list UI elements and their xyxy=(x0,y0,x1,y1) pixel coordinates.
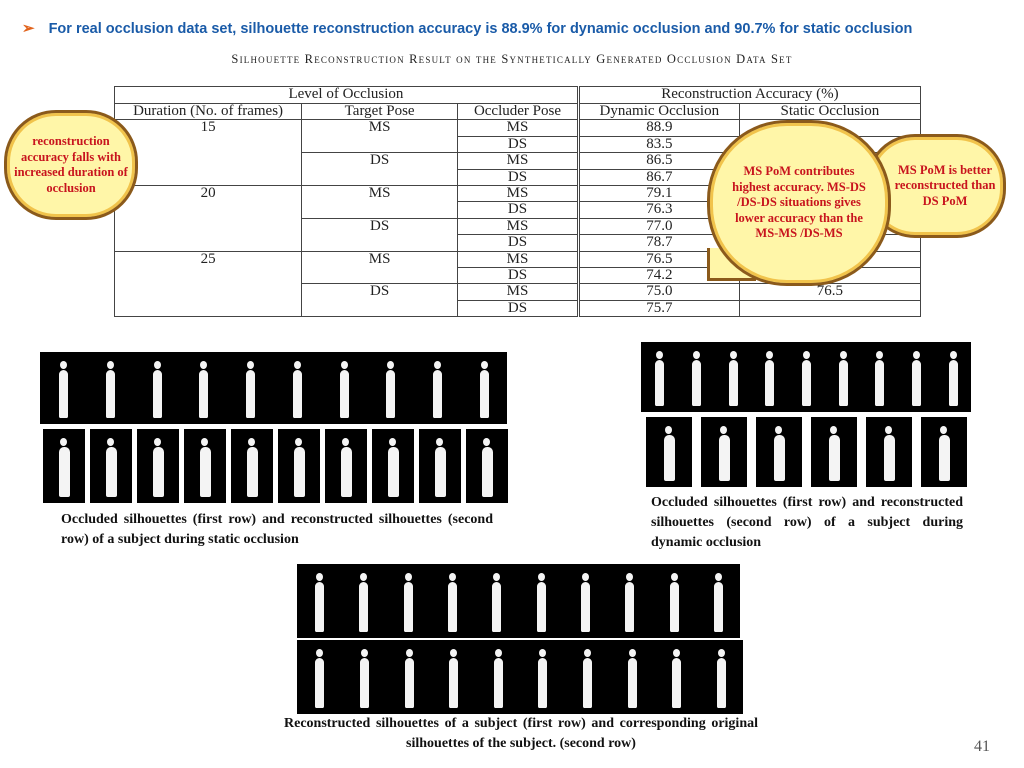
group-header-level: Level of Occlusion xyxy=(115,87,579,104)
silhouette-figure xyxy=(59,370,68,418)
silhouette-frame xyxy=(810,416,858,488)
silhouette-frame xyxy=(418,428,462,504)
cell-occluder-pose: MS xyxy=(458,153,579,169)
silhouette-figure xyxy=(717,658,726,708)
silhouette-figure xyxy=(875,360,884,406)
silhouette-figure xyxy=(912,360,921,406)
cell-dynamic: 86.7 xyxy=(578,169,739,185)
col-header-duration: Duration (No. of frames) xyxy=(115,104,302,120)
silhouette-figure xyxy=(106,370,115,418)
silhouette-frame xyxy=(324,428,368,504)
cell-occluder-pose: DS xyxy=(458,169,579,185)
cell-target-pose: DS xyxy=(302,153,458,186)
silhouette-figure xyxy=(315,582,324,632)
silhouette-figure xyxy=(435,447,446,497)
silhouette-figure xyxy=(672,658,681,708)
headline xyxy=(22,19,912,37)
dynamic-occluded-strip xyxy=(641,342,971,412)
silhouette-frame xyxy=(865,416,913,488)
headline-text: For real occlusion data set, silhouette reconstruction accuracy is 88.9% for dynamic occlusion and 90.7% for static occlusion xyxy=(48,21,913,37)
cell-occluder-pose: DS xyxy=(458,202,579,218)
silhouette-figure xyxy=(448,582,457,632)
cell-static: 76.5 xyxy=(739,284,920,300)
silhouette-figure xyxy=(538,658,547,708)
silhouette-figure xyxy=(655,360,664,406)
silhouette-frame xyxy=(465,428,509,504)
reconstructed-strip xyxy=(297,564,740,638)
cell-dynamic: 79.1 xyxy=(578,185,739,201)
cell-dynamic: 83.5 xyxy=(578,136,739,152)
silhouette-figure xyxy=(774,435,785,481)
silhouette-figure xyxy=(404,582,413,632)
callout-left xyxy=(4,110,138,220)
callout-center xyxy=(707,120,891,286)
col-header-occluder-pose: Occluder Pose xyxy=(458,104,579,120)
silhouette-frame xyxy=(700,416,748,488)
silhouette-figure xyxy=(949,360,958,406)
silhouette-figure xyxy=(482,447,493,497)
silhouette-figure xyxy=(360,658,369,708)
silhouette-figure xyxy=(537,582,546,632)
silhouette-figure xyxy=(625,582,634,632)
silhouette-frame xyxy=(183,428,227,504)
cell-occluder-pose: DS xyxy=(458,267,579,283)
bullet-arrow-icon: ➢ xyxy=(22,20,35,37)
cell-dynamic: 78.7 xyxy=(578,235,739,251)
cell-target-pose: DS xyxy=(302,218,458,251)
silhouette-figure xyxy=(802,360,811,406)
silhouette-figure xyxy=(340,370,349,418)
cell-occluder-pose: DS xyxy=(458,136,579,152)
cell-duration: 25 xyxy=(115,251,302,317)
col-header-dynamic: Dynamic Occlusion xyxy=(578,104,739,120)
silhouette-figure xyxy=(341,447,352,497)
silhouette-frame xyxy=(136,428,180,504)
silhouette-figure xyxy=(628,658,637,708)
cell-duration: 20 xyxy=(115,185,302,251)
silhouette-figure xyxy=(247,447,258,497)
silhouette-frame xyxy=(920,416,968,488)
group-header-accuracy: Reconstruction Accuracy (%) xyxy=(578,87,920,104)
callout-center-text: MS PoM contributes highest accuracy. MS-DS /DS-DS situations gives lower accuracy than the MS-MS /DS-MS xyxy=(732,164,866,241)
silhouette-figure xyxy=(939,435,950,481)
cell-duration: 15 xyxy=(115,120,302,186)
col-header-target-pose: Target Pose xyxy=(302,104,458,120)
silhouette-figure xyxy=(714,582,723,632)
cell-occluder-pose: MS xyxy=(458,284,579,300)
cell-target-pose: MS xyxy=(302,120,458,153)
silhouette-figure xyxy=(246,370,255,418)
cell-occluder-pose: MS xyxy=(458,120,579,136)
silhouette-figure xyxy=(405,658,414,708)
dynamic-reconstructed-row xyxy=(645,416,971,488)
silhouette-frame xyxy=(42,428,86,504)
silhouette-figure xyxy=(664,435,675,481)
cell-target-pose: DS xyxy=(302,284,458,317)
cell-static xyxy=(739,300,920,316)
silhouette-figure xyxy=(153,447,164,497)
static-reconstructed-row xyxy=(42,428,507,504)
silhouette-figure xyxy=(315,658,324,708)
silhouette-figure xyxy=(494,658,503,708)
silhouette-figure xyxy=(719,435,730,481)
caption-dynamic: Occluded silhouettes (first row) and reconstructed silhouettes (second row) of a subject during dynamic occlusion xyxy=(651,495,963,550)
cell-occluder-pose: MS xyxy=(458,251,579,267)
cell-dynamic: 75.7 xyxy=(578,300,739,316)
cell-target-pose: MS xyxy=(302,251,458,284)
cell-dynamic: 86.5 xyxy=(578,153,739,169)
silhouette-figure xyxy=(583,658,592,708)
caption-static: Occluded silhouettes (first row) and reconstructed silhouettes (second row) of a subject during static occlusion xyxy=(61,512,493,547)
silhouette-figure xyxy=(433,370,442,418)
callout-right-text: MS PoM is better reconstructed than DS PoM xyxy=(894,162,996,208)
col-header-static: Static Occlusion xyxy=(739,104,920,120)
silhouette-figure xyxy=(59,447,70,497)
silhouette-figure xyxy=(200,447,211,497)
silhouette-figure xyxy=(581,582,590,632)
cell-dynamic: 76.3 xyxy=(578,202,739,218)
silhouette-figure xyxy=(492,582,501,632)
silhouette-frame xyxy=(230,428,274,504)
silhouette-figure xyxy=(692,360,701,406)
silhouette-figure xyxy=(829,435,840,481)
silhouette-frame xyxy=(277,428,321,504)
table-title: Silhouette Reconstruction Result on the Synthetically Generated Occlusion Data Set xyxy=(231,52,793,66)
static-occluded-strip xyxy=(40,352,507,424)
silhouette-figure xyxy=(449,658,458,708)
silhouette-figure xyxy=(480,370,489,418)
cell-occluder-pose: MS xyxy=(458,185,579,201)
cell-target-pose: MS xyxy=(302,185,458,218)
page-number: 41 xyxy=(974,738,990,755)
silhouette-figure xyxy=(839,360,848,406)
silhouette-figure xyxy=(765,360,774,406)
silhouette-figure xyxy=(729,360,738,406)
silhouette-frame xyxy=(371,428,415,504)
silhouette-figure xyxy=(884,435,895,481)
silhouette-figure xyxy=(293,370,302,418)
silhouette-figure xyxy=(294,447,305,497)
cell-occluder-pose: MS xyxy=(458,218,579,234)
silhouette-figure xyxy=(386,370,395,418)
silhouette-figure xyxy=(388,447,399,497)
silhouette-figure xyxy=(670,582,679,632)
cell-dynamic: 75.0 xyxy=(578,284,739,300)
silhouette-figure xyxy=(153,370,162,418)
silhouette-figure xyxy=(199,370,208,418)
silhouette-figure xyxy=(106,447,117,497)
callout-left-text: reconstruction accuracy falls with increased duration of occlusion xyxy=(14,134,128,195)
cell-dynamic: 76.5 xyxy=(578,251,739,267)
silhouette-frame xyxy=(645,416,693,488)
cell-occluder-pose: DS xyxy=(458,235,579,251)
cell-occluder-pose: DS xyxy=(458,300,579,316)
silhouette-figure xyxy=(359,582,368,632)
silhouette-frame xyxy=(89,428,133,504)
original-strip xyxy=(297,640,743,714)
cell-dynamic: 77.0 xyxy=(578,218,739,234)
cell-dynamic: 74.2 xyxy=(578,267,739,283)
cell-dynamic: 88.9 xyxy=(578,120,739,136)
caption-bottom: Reconstructed silhouettes of a subject (first row) and corresponding original silhouettes of the subject. (second row) xyxy=(284,716,758,751)
silhouette-frame xyxy=(755,416,803,488)
